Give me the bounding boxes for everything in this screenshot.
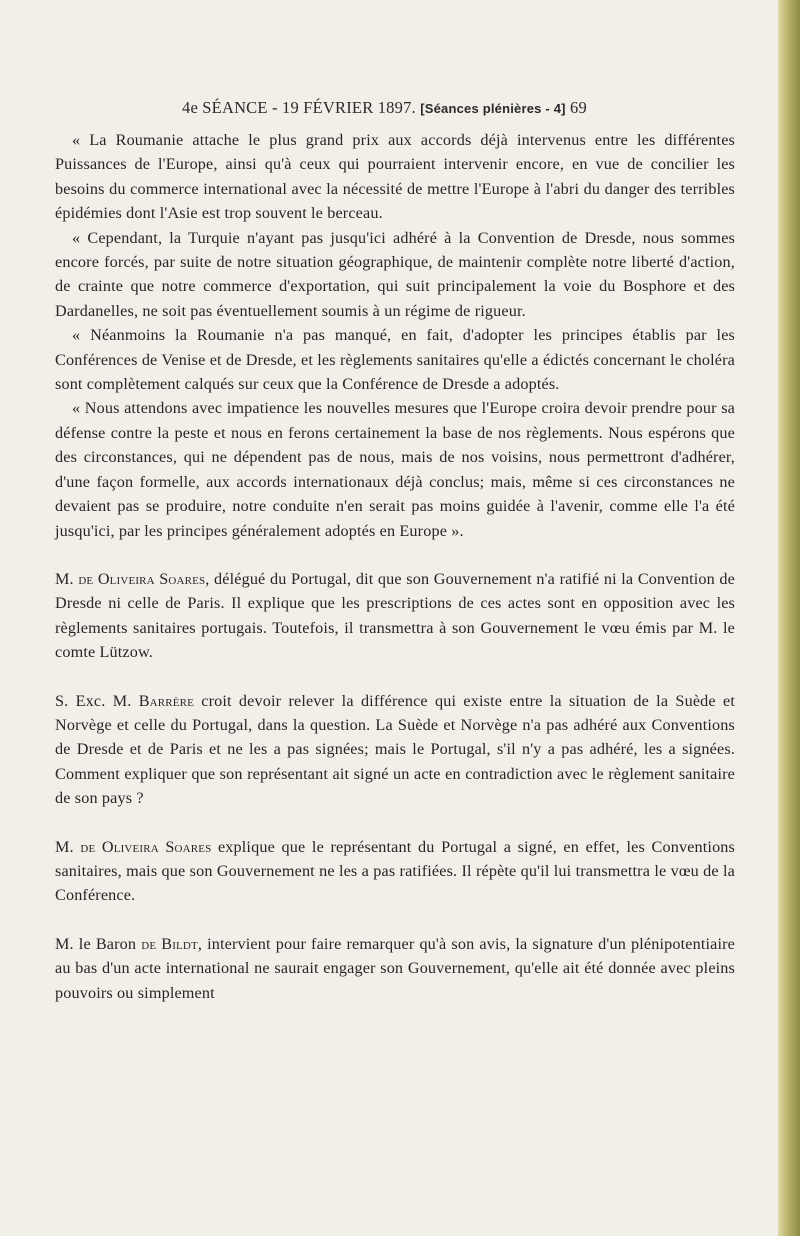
paragraph: « Nous attendons avec impatience les nouvelles mesures que l'Europe croira devoir prendre pour sa défense contre la peste et nous en ferons certainement la base de nos règlements. Nous espérons que des circonstances, qui ne dépendent pas de nous, mais de nos voisins, nous permettront d'adhérer, d'une façon formelle, aux accords internationaux déjà conclus; mais, même si ces circonstances ne devaient pas se produire, notre conduite n'en serait pas moins guidée à l'avenir, comme elle l'a été jusqu'ici, par les principes généralement adoptés en Europe ». <box>55 399 735 540</box>
running-header <box>182 98 722 118</box>
book-edge <box>778 0 800 1236</box>
speech <box>55 835 735 908</box>
speaker-prefix: S. Exc. M. <box>55 691 139 710</box>
body-text <box>55 128 735 1005</box>
speech <box>55 689 735 811</box>
speaker-name: de Bildt <box>141 934 198 953</box>
speech <box>55 567 735 665</box>
speaker-name: Barrère <box>138 691 194 710</box>
speech-text: , intervient pour faire remarquer qu'à son avis, la signature d'un plénipotentiaire au bas d'un acte international ne saurait engager son Gouvernement, qu'elle ait été donnée avec pleins pouvoirs ou simplement <box>55 934 735 1002</box>
page-number: 69 <box>570 98 587 117</box>
speaker-prefix: M. <box>55 569 79 588</box>
speaker-name: de Oliveira Soares <box>78 569 206 588</box>
header-section: [Séances plénières - 4] <box>420 101 566 116</box>
speaker-name: de Oliveira Soares <box>80 837 212 856</box>
speech-text: explique que le représentant du Portugal a signé, en effet, les Conventions sanitaires, mais que son Gouvernement ne les a pas ratifiées. Il répète qu'il lui transmettra le vœu de la Conférence. <box>55 837 736 905</box>
paragraph: « La Roumanie attache le plus grand prix aux accords déjà intervenus entre les différentes Puissances de l'Europe, ainsi qu'à ceux qui pourraient intervenir encore, en vue de concilier les besoins du commerce international avec la nécessité de mettre l'Europe à l'abri du danger des terribles épidémies dont l'Asie est trop souvent le berceau. <box>55 131 735 223</box>
speech-text: , délégué du Portugal, dit que son Gouvernement n'a ratifié ni la Convention de Dresde ni celle de Paris. Il explique que les prescriptions de ces actes sont en opposition avec les règlements sanitaires portugais. Toutefois, il transmettra à son Gouvernement le vœu émis par M. le comte Lützow. <box>55 569 736 662</box>
header-session: 4e SÉANCE - 19 FÉVRIER 1897. <box>182 98 416 117</box>
paragraph: « Néanmoins la Roumanie n'a pas manqué, en fait, d'adopter les principes établis par les Conférences de Venise et de Dresde, et les règlements sanitaires qu'elle a édictés concernant le choléra sont complètement calqués sur ceux que la Conférence de Dresde a adoptés. <box>55 326 735 394</box>
speaker-prefix: M. <box>55 837 81 856</box>
speech <box>55 932 735 1005</box>
paragraph: « Cependant, la Turquie n'ayant pas jusqu'ici adhéré à la Convention de Dresde, nous sommes encore forcés, par suite de notre situation géographique, de maintenir complète notre liberté d'action, de crainte que notre commerce d'exportation, qui suit principalement la voie du Bosphore et des Dardanelles, ne soit pas éventuellement soumis à un régime de rigueur. <box>55 228 735 320</box>
speech-text: croit devoir relever la différence qui existe entre la situation de la Suède et Norvège et celle du Portugal, dans la question. La Suède et Norvège n'a pas adhéré aux Conventions de Dresde et de Paris et ne les a pas signées; mais le Portugal, s'il n'y a pas adhéré, les a signées. Comment expliquer que son représentant ait signé un acte en contradiction avec le règlement sanitaire de son pays ? <box>55 691 735 808</box>
speaker-prefix: M. le Baron <box>55 934 142 953</box>
